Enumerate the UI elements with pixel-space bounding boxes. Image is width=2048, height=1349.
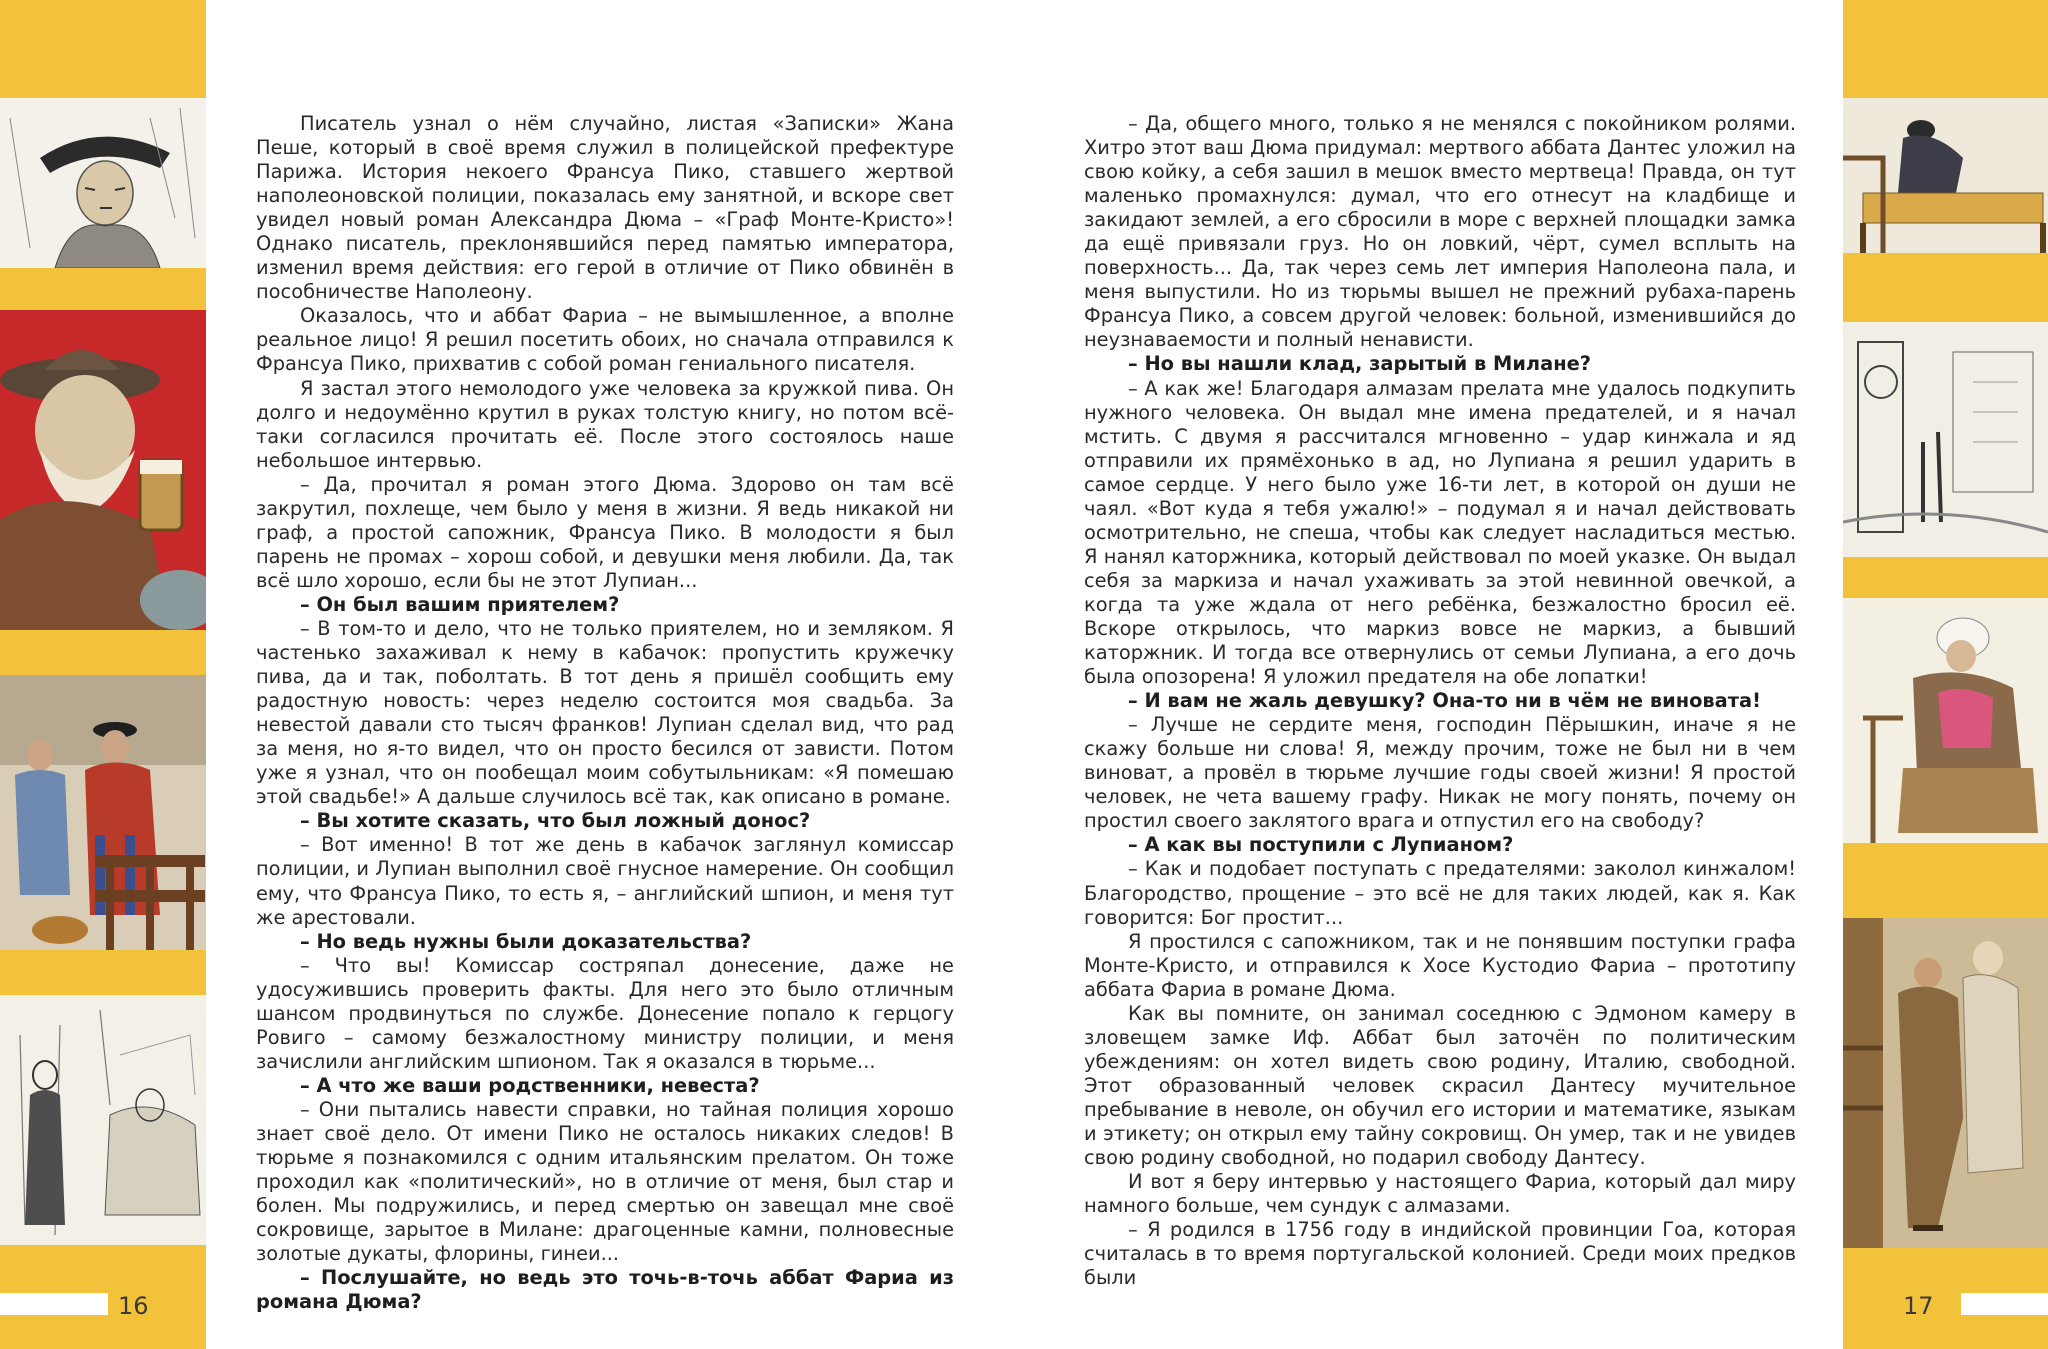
paragraph: Я застал этого немолодого уже человека за кружкой пива. Он долго и недоумённо крутил в руках толстую книгу, но потом всё-таки согласился прочитать её. После этого состоялось наше небольшое интервью. (256, 376, 954, 472)
interview-question: – Вы хотите сказать, что был ложный донос? (300, 809, 811, 833)
paragraph: – Я родился в 1756 году в индийской провинции Гоа, которая считалась в то время португальской колонией. Среди моих предков были (1084, 1218, 1796, 1290)
left-page-text-column (256, 112, 954, 1314)
page-number-right: 17 (1903, 1292, 1934, 1320)
illustration-prison-scene-sketch (0, 995, 206, 1245)
paragraph: – Лучше не сердите меня, господин Пёрышкин, иначе я не скажу больше ни слова! Я, между прочим, тоже не был ни в чем виноват, а провёл в тюрьме лучшие годы своей жизни! Я простой человек, не чета вашему графу. Никак не могу понять, почему он простил своего заклятого врага и отпустил его на свободу? (1084, 713, 1796, 833)
page-number-left: 16 (118, 1292, 149, 1320)
interview-question: – Он был вашим приятелем? (300, 592, 620, 616)
interview-question: – И вам не жаль девушку? Она-то ни в чём не виновата! (1128, 689, 1761, 713)
illustration-man-leaning-over-bed (1843, 98, 2048, 253)
left-illustration-strip (0, 0, 206, 1349)
interview-question: – А как вы поступили с Лупианом? (1128, 833, 1514, 857)
paragraph: – Что вы! Комиссар состряпал донесение, даже не удосужившись проверить факты. Для него это было отличным шансом продвинуться по службе. Донесение попало к герцогу Ровиго – самому безжалостному министру полиции, и меня зачислили английским шпионом. Так я оказался в тюрьме... (256, 953, 954, 1073)
paragraph: Писатель узнал о нём случайно, листая «Записки» Жана Пеше, который в своё время служил в полицейской префектуре Парижа. История некоего Франсуа Пико, ставшего жертвой наполеоновской полиции, показалась ему занятной, и вскоре свет увидел новый роман Александра Дюма – «Граф Монте-Кристо»! Однако писатель, преклонявшийся перед памятью императора, изменил время действия: его герой в отличие от Пико обвинён в пособничестве Наполеону. (256, 112, 954, 304)
paragraph: Я простился с сапожником, так и не понявшим поступки графа Монте-Кристо, и отправился к Хосе Кустодио Фариа – прототипу аббата Фариа в романе Дюма. (1084, 929, 1796, 1001)
paragraph: И вот я беру интервью у настоящего Фариа, который дал миру намного больше, чем сундук с алмазами. (1084, 1170, 1796, 1218)
right-illustration-strip (1843, 0, 2048, 1349)
interview-question: – Послушайте, но ведь это точь-в-точь аббат Фариа из романа Дюма? (256, 1266, 954, 1314)
right-page-text-column (1084, 112, 1796, 1290)
paragraph: – А как же! Благодаря алмазам прелата мне удалось подкупить нужного человека. Он выдал мне имена предателей, и я начал мстить. С двумя я рассчитался мгновенно – удар кинжала и яд отправили их прямёхонько в ад, но Лупиана я решил ударить в самое сердце. У него было уже 16-ти лет, в которой он души не чаял. «Вот куда я тебя ужалю!» – подумал я и начал действовать осмотрительно, не спеша, чтобы как следует насладиться местью. Я нанял каторжника, который действовал по моей указке. Он выдал себя за маркиза и начал ухаживать за этой невинной овечкой, а когда та уже ждала от него ребёнка, безжалостно бросил её. Вскоре открылось, что маркиз вовсе не маркиз, а бывший каторжник. И тогда все отвернулись от семьи Лупиана, а его дочь была опозорена! Я уложил предателя на обе лопатки! (1084, 376, 1796, 689)
paragraph: – Да, прочитал я роман этого Дюма. Здорово он там всё закрутил, похлеще, чем было у меня в жизни. Я ведь никакой ни граф, а простой сапожник, Франсуа Пико. В молодости я был парень не промах – хорош собой, и девушки меня любили. Да, так всё шло хорошо, если бы не этот Лупиан... (256, 472, 954, 592)
paragraph: Как вы помните, он занимал соседнюю с Эдмоном камеру в зловещем замке Иф. Аббат был заточён по политическим убеждениям: он хотел видеть свою родину, Италию, свободной. Этот образованный человек скрасил Дантесу мучительное пребывание в неволе, он обучил его истории и математике, языкам и этикету; он открыл ему тайну сокровищ. Он умер, так и не увидев свою родину свободной, но подарил свободу Дантесу. (1084, 1001, 1796, 1170)
paragraph: – Как и подобает поступать с предателями: заколол кинжалом! Благородство, прощение – это всё не для таких людей, как я. Как говорится: Бог простит... (1084, 857, 1796, 929)
illustration-portrait-in-tricorn-hat (0, 98, 206, 268)
illustration-old-man-with-beer-mug (0, 310, 206, 630)
interview-question: – Но ведь нужны были доказательства? (300, 929, 752, 953)
paragraph: – Да, общего много, только я не менялся с покойником ролями. Хитро этот ваш Дюма придумал: мертвого аббата Дантес уложил на свою койку, а себя зашил в мешок вместо мертвеца! Правда, он тут маленько промахнулся: думал, что его отнесут на кладбище и закидают землей, а его сбросили в море с верхней площадки замка да ещё привязали груз. Но он ловкий, чёрт, сумел всплыть на поверхность... Да, так через семь лет империя Наполеона пала, и меня выпустили. Но из тюрьмы вышел не прежний рубаха-парень Франсуа Пико, а совсем другой человек: больной, изменившийся до неузнаваемости и полный ненависти. (1084, 112, 1796, 352)
page-number-bar-left (0, 1293, 108, 1315)
illustration-woman-in-bonnet-seated (1843, 598, 2048, 843)
paragraph: Оказалось, что и аббат Фариа – не вымышленное, а вполне реальное лицо! Я решил посетить обоих, но сначала отправился к Франсуа Пико, прихватив с собой роман гениального писателя. (256, 304, 954, 376)
interview-question: – Но вы нашли клад, зарытый в Милане? (1128, 352, 1592, 376)
paragraph: – Они пытались навести справки, но тайная полиция хорошо знает своё дело. От имени Пико не осталось никаких следов! В тюрьме я познакомился с одним итальянским прелатом. Он тоже проходил как «политический», но в отличие от меня, был стар и болен. Мы подружились, и перед смертью он завещал мне своё сокровище, зарытое в Милане: драгоценные камни, полновесные золотые дукаты, флорины, гинеи... (256, 1097, 954, 1266)
page-number-bar-right (1961, 1293, 2048, 1315)
paragraph: – Вот именно! В тот же день в кабачок заглянул комиссар полиции, и Лупиан выполнил своё гнусное намерение. Он сообщил ему, что Франсуа Пико, то есть я, – английский шпион, и меня тут же арестовали. (256, 833, 954, 929)
interview-question: – А что же ваши родственники, невеста? (300, 1073, 760, 1097)
illustration-tavern-scene-with-arrest (0, 675, 206, 950)
paragraph: – В том-то и дело, что не только приятелем, но и земляком. Я частенько захаживал к нему в кабачок: пропустить кружечку пива, да и так, поболтать. В тот день я пришёл сообщить ему радостную новость: через неделю состоится моя свадьба. За невестой давали сто тысяч франков! Лупиан сделал вид, что рад за меня, но я-то видел, что он просто бесился от зависти. Потом уже я узнал, что он пообещал моим собутыльникам: «Я помешаю этой свадьбе!» А дальше случилось всё так, как описано в романе. (256, 616, 954, 809)
illustration-two-figures-in-dungeon (1843, 918, 2048, 1248)
illustration-street-scene-sketch (1843, 322, 2048, 557)
